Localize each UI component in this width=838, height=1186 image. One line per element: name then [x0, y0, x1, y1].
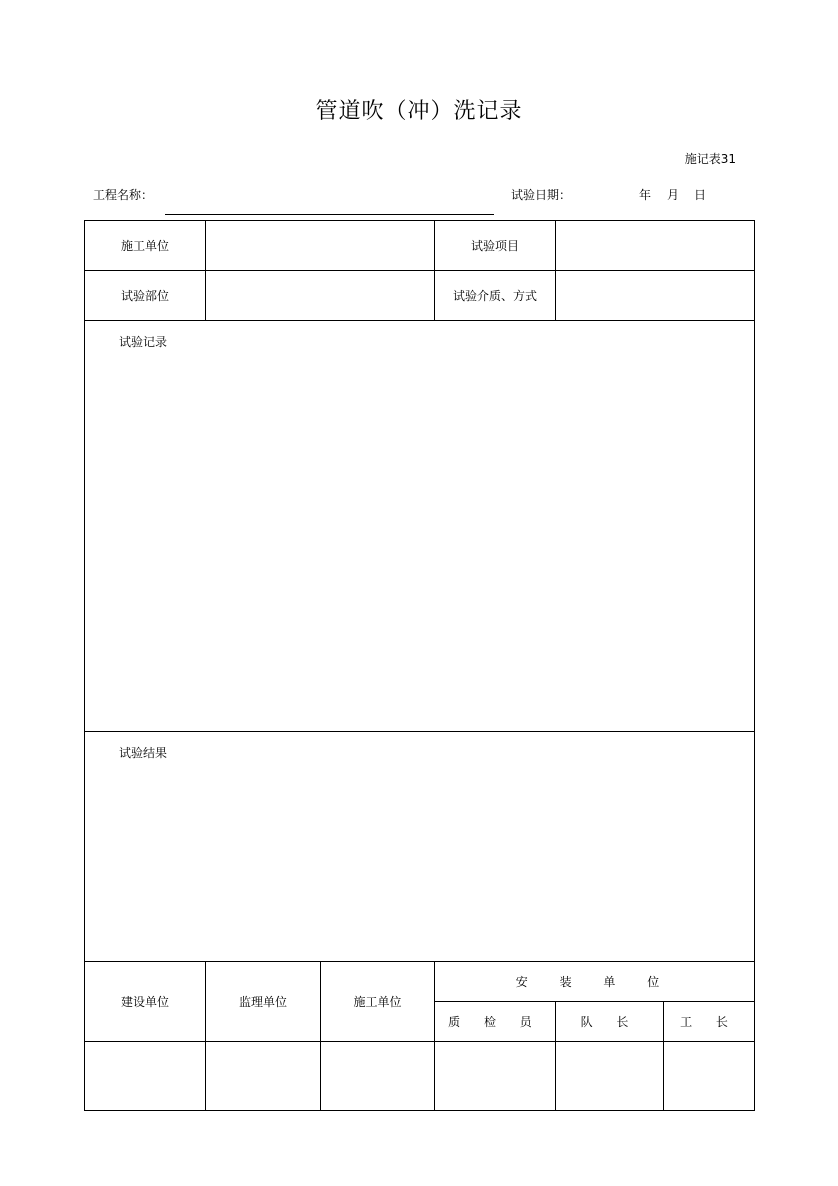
installation-unit-label: 安 装 单 位	[435, 962, 755, 1002]
test-item-label: 试验项目	[435, 221, 556, 271]
sign-construction-unit-label: 施工单位	[321, 962, 435, 1042]
table-row	[85, 1042, 755, 1111]
team-leader-signature[interactable]	[556, 1042, 664, 1111]
test-location-label: 试验部位	[85, 271, 206, 321]
supervision-unit-label: 监理单位	[206, 962, 321, 1042]
team-leader-label: 队 长	[556, 1002, 664, 1042]
foreman-label: 工 长	[664, 1002, 755, 1042]
construction-unit-field[interactable]	[206, 221, 435, 271]
year-label: 年	[639, 188, 652, 202]
record-form-table	[84, 220, 755, 1111]
table-row	[85, 962, 755, 1002]
table-row	[85, 732, 755, 962]
test-location-field[interactable]	[206, 271, 435, 321]
test-result-area[interactable]	[85, 732, 755, 962]
test-item-field[interactable]	[556, 221, 755, 271]
test-medium-label: 试验介质、方式	[435, 271, 556, 321]
construction-unit-signature[interactable]	[321, 1042, 435, 1111]
month-label: 月	[667, 188, 680, 202]
test-record-label: 试验记录	[119, 335, 168, 349]
table-row	[85, 271, 755, 321]
project-name-label: 工程名称：	[93, 188, 154, 202]
quality-inspector-signature[interactable]	[435, 1042, 556, 1111]
test-record-area[interactable]	[85, 321, 755, 732]
test-date-label: 试验日期：	[511, 188, 572, 202]
test-result-label: 试验结果	[119, 746, 168, 760]
project-name-field[interactable]	[165, 214, 494, 215]
foreman-signature[interactable]	[664, 1042, 755, 1111]
owner-unit-signature[interactable]	[85, 1042, 206, 1111]
quality-inspector-label: 质 检 员	[435, 1002, 556, 1042]
supervision-unit-signature[interactable]	[206, 1042, 321, 1111]
day-label: 日	[694, 188, 707, 202]
table-row	[85, 321, 755, 732]
test-medium-field[interactable]	[556, 271, 755, 321]
owner-unit-label: 建设单位	[85, 962, 206, 1042]
form-number: 施记表31	[684, 152, 736, 166]
page-title: 管道吹（冲）洗记录	[315, 99, 523, 124]
table-row	[85, 221, 755, 271]
construction-unit-label: 施工单位	[85, 221, 206, 271]
